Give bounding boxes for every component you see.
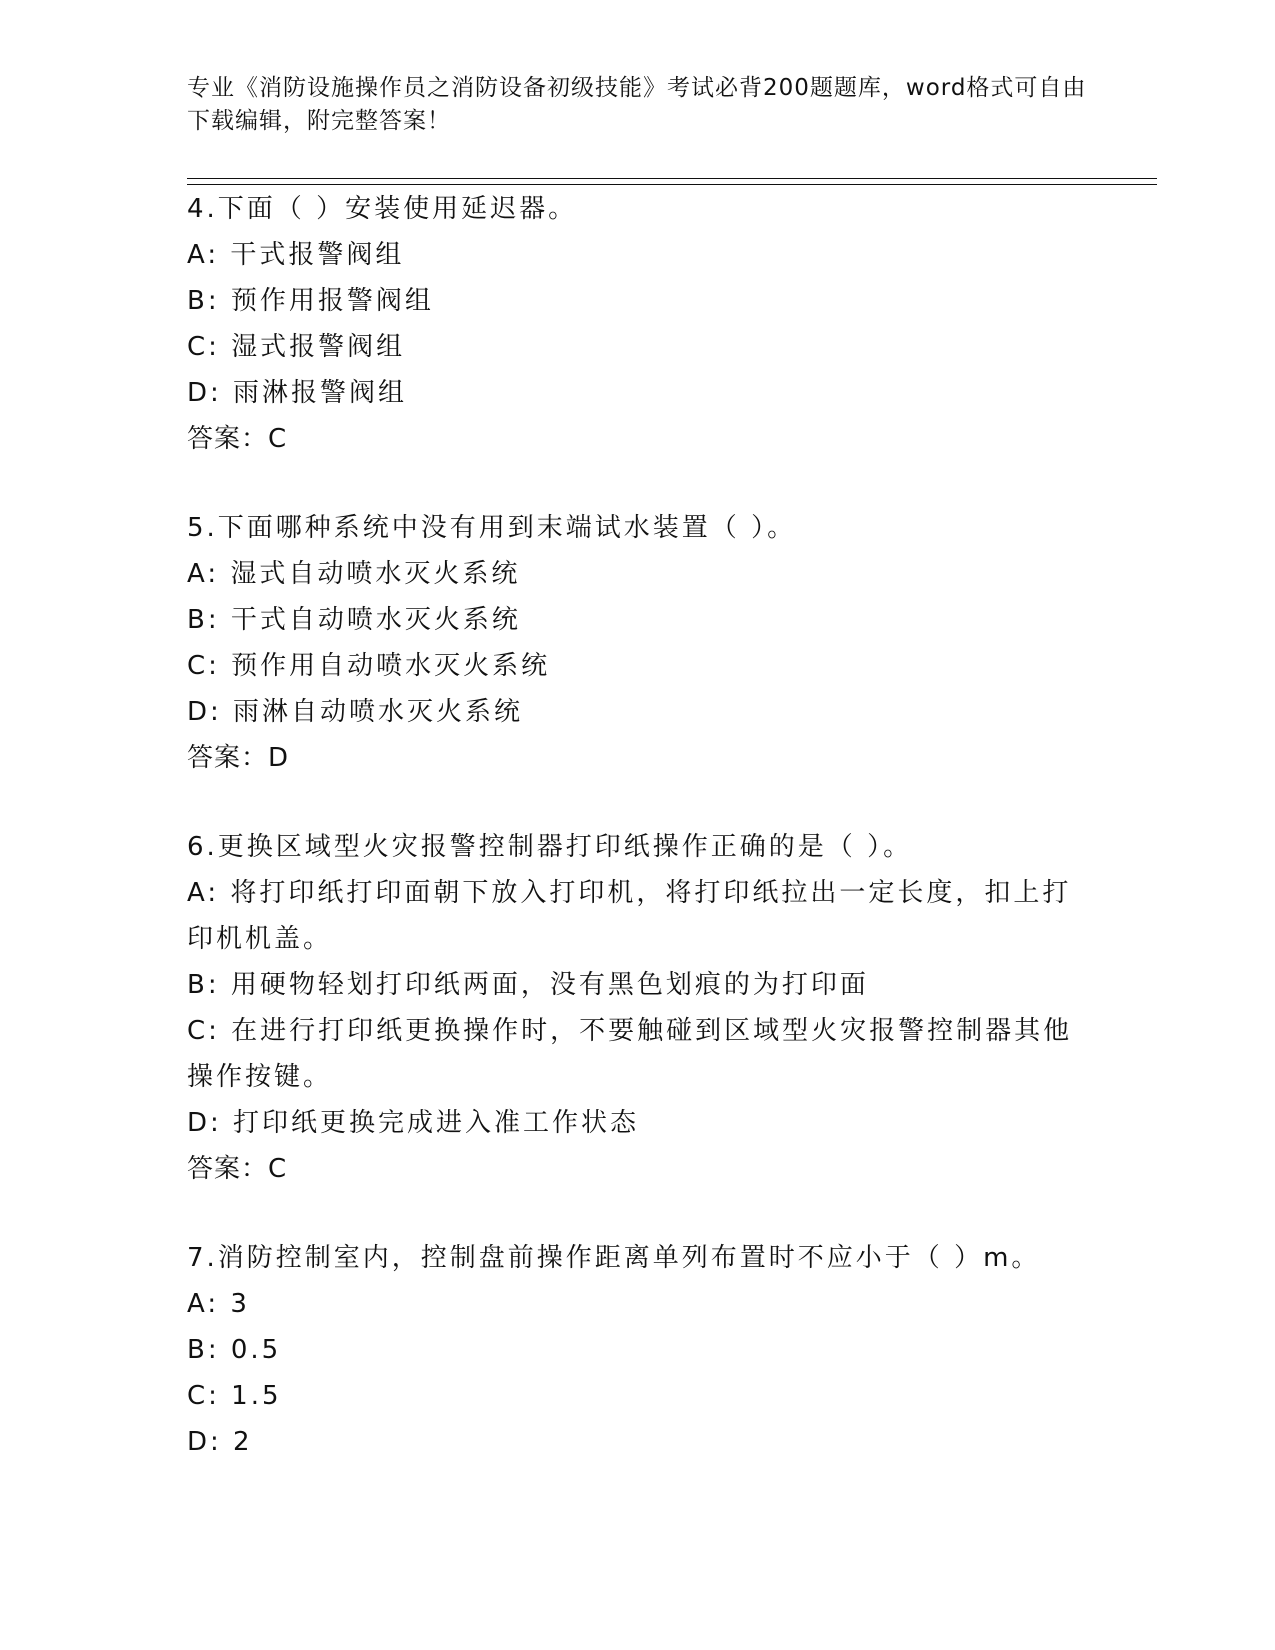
option-d: D: 2 xyxy=(187,1427,253,1457)
option-c: C: 1.5 xyxy=(187,1381,282,1411)
question-5 xyxy=(187,505,1087,781)
option-b: B: 0.5 xyxy=(187,1335,282,1365)
option-a: A: 干式报警阀组 xyxy=(187,240,405,270)
question-stem: 6.更换区域型火灾报警控制器打印纸操作正确的是（ ）。 xyxy=(187,832,913,862)
option-b: B: 干式自动喷水灭火系统 xyxy=(187,605,521,635)
question-list xyxy=(187,186,1087,1465)
option-a: A: 将打印纸打印面朝下放入打印机，将打印纸拉出一定长度，扣上打印机机盖。 xyxy=(187,878,1072,954)
question-spacer xyxy=(187,781,1087,824)
question-stem: 4.下面（ ）安装使用延迟器。 xyxy=(187,194,578,224)
option-d: D: 雨淋报警阀组 xyxy=(187,378,408,408)
option-c: C: 湿式报警阀组 xyxy=(187,332,406,362)
question-6 xyxy=(187,824,1087,1192)
question-stem: 5.下面哪种系统中没有用到末端试水装置（ ）。 xyxy=(187,513,797,543)
option-a: A: 3 xyxy=(187,1289,250,1319)
answer-line: 答案：C xyxy=(187,1154,288,1184)
option-c: C: 在进行打印纸更换操作时，不要触碰到区域型火灾报警控制器其他操作按键。 xyxy=(187,1016,1073,1092)
answer-line: 答案：C xyxy=(187,424,288,454)
header-divider-bottom xyxy=(187,184,1157,185)
answer-line: 答案：D xyxy=(187,743,290,773)
option-d: D: 打印纸更换完成进入准工作状态 xyxy=(187,1108,640,1138)
option-b: B: 预作用报警阀组 xyxy=(187,286,434,316)
question-spacer xyxy=(187,462,1087,505)
header-divider-top xyxy=(187,178,1157,179)
option-d: D: 雨淋自动喷水灭火系统 xyxy=(187,697,524,727)
option-b: B: 用硬物轻划打印纸两面，没有黑色划痕的为打印面 xyxy=(187,970,869,1000)
option-c: C: 预作用自动喷水灭火系统 xyxy=(187,651,551,681)
question-spacer xyxy=(187,1192,1087,1235)
question-4 xyxy=(187,186,1087,462)
question-stem: 7.消防控制室内，控制盘前操作距离单列布置时不应小于（ ）m。 xyxy=(187,1243,1041,1273)
option-a: A: 湿式自动喷水灭火系统 xyxy=(187,559,521,589)
document-header: 专业《消防设施操作员之消防设备初级技能》考试必背200题题库，word格式可自由下载编辑，附完整答案！ xyxy=(187,75,1087,134)
question-7 xyxy=(187,1235,1087,1465)
